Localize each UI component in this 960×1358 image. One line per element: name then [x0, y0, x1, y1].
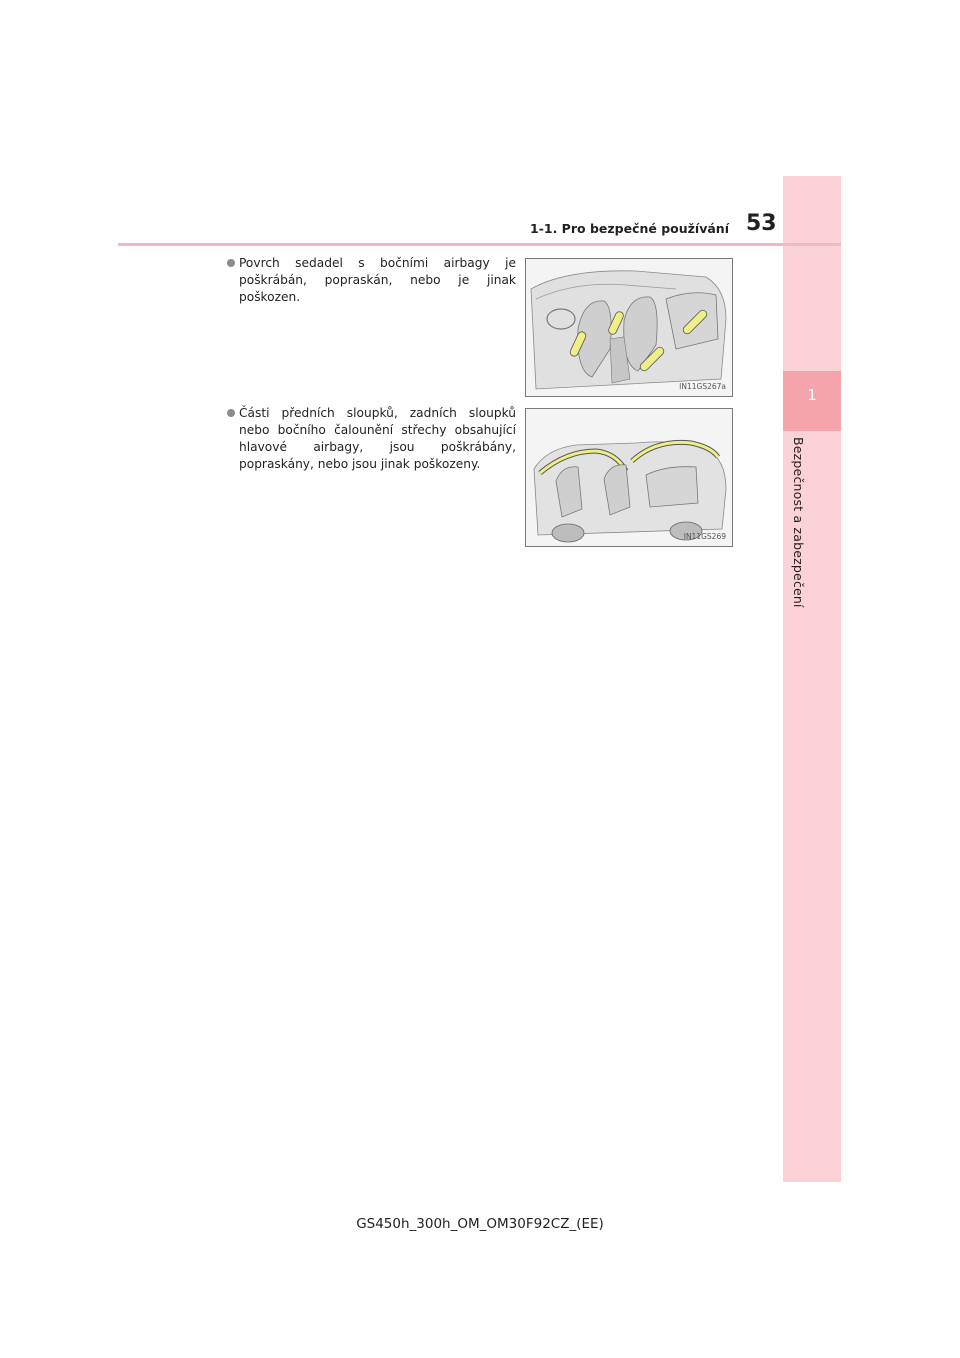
bullet-text: Povrch sedadel s bočními airbagy je poškrábán, popraskán, nebo je jinak poškozen. — [239, 256, 516, 304]
bullet-text: Části předních sloupků, zadních sloupků nebo bočního čalounění střechy obsahující hlavové airbagy, jsou poškrábány, popraskány, nebo jsou jinak poškozeny. — [239, 406, 516, 471]
page-number: 53 — [746, 211, 777, 236]
figure-code: IN11GS267a — [679, 382, 726, 391]
bullet-icon — [227, 259, 235, 267]
bullet-item-curtain-airbags — [227, 405, 516, 473]
car-side-cutaway-illustration — [526, 409, 732, 546]
car-interior-seats-illustration — [526, 259, 732, 396]
bullet-icon — [227, 409, 235, 417]
section-title: 1-1. Pro bezpečné používání — [530, 221, 729, 236]
chapter-side-tab — [783, 176, 841, 1182]
figure-seat-side-airbags — [525, 258, 733, 397]
header-rule — [118, 243, 841, 246]
chapter-number: 1 — [807, 386, 817, 404]
chapter-title: Bezpečnost a zabezpečení — [791, 437, 806, 608]
footer-document-id: GS450h_300h_OM_OM30F92CZ_(EE) — [356, 1216, 604, 1232]
figure-curtain-airbags — [525, 408, 733, 547]
bullet-item-seat-airbags — [227, 255, 516, 306]
figure-code: IN11GS269 — [683, 532, 726, 541]
